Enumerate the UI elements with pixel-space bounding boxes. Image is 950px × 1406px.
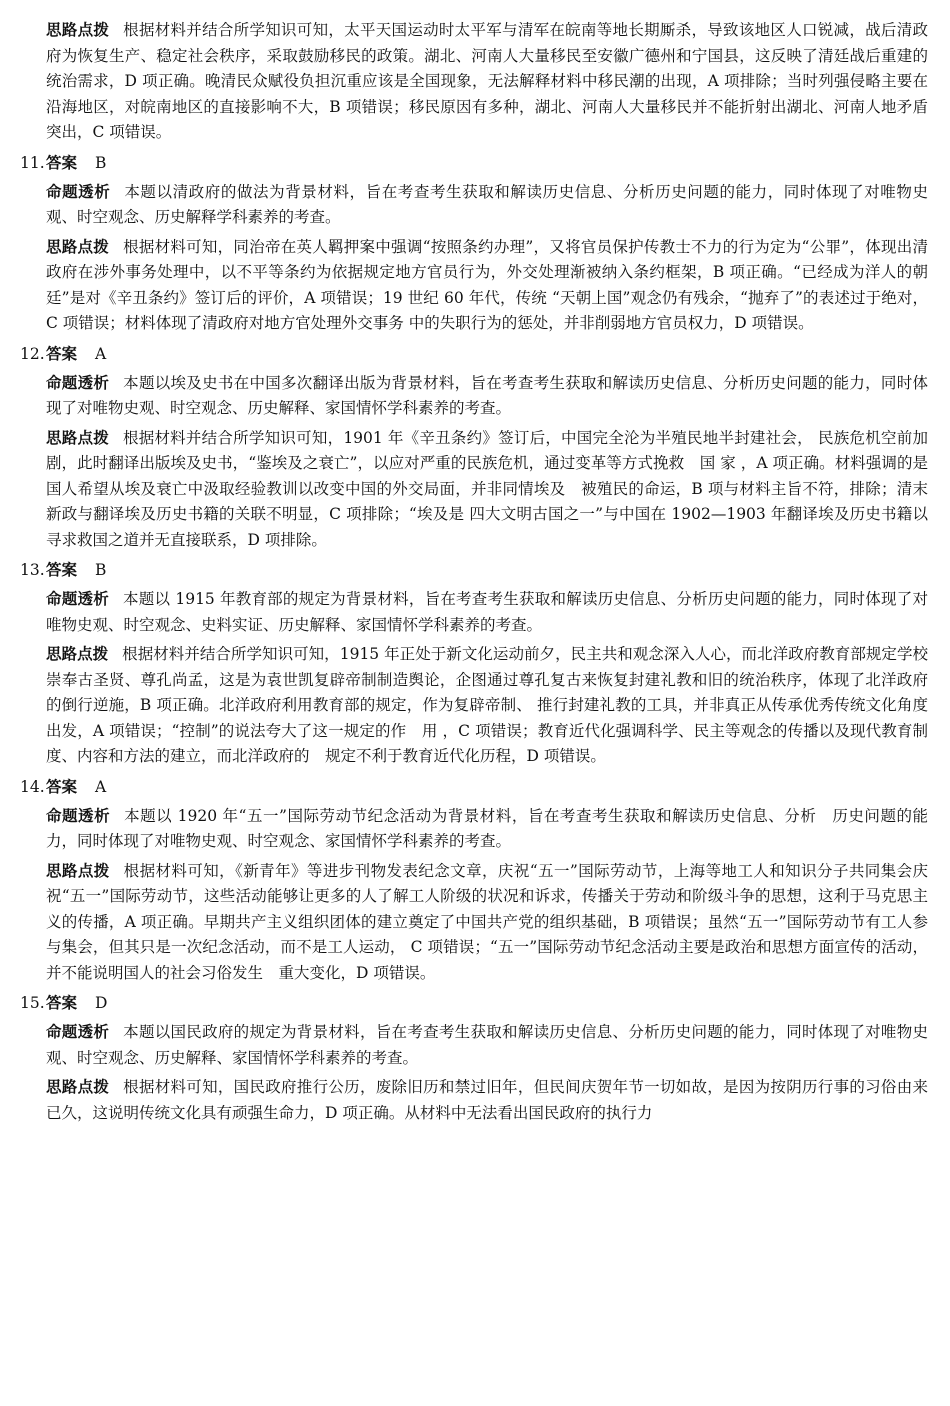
hint-text: 根据材料可知，同治帝在英人羁押案中强调“按照条约办理”，又将官员保护传教士不力的行为定为“公罪”，体现出清政府在涉外事务处理中，以不平等条约为依据规定地方官员行为，外交处理渐被纳入条约框架，B 项正确。“已经成为洋人的朝廷”是对《辛丑条约》签订后的评价，A 项错误；19 世纪 60 年代，传统 “天朝上国”观念仍有残余，“抛弃了”的表述过于绝对，C 项错误；材料体现了清政府对地方官处理外交事务 中的失职行为的惩处，并非削弱地方官员权力，D 项错误。 xyxy=(46,237,928,332)
hint-label: 思路点拨 xyxy=(46,21,110,39)
analysis-text: 本题以 1915 年教育部的规定为背景材料，旨在考查考生获取和解读历史信息、分析历史问题的能力，同时体现了对唯物史观、时空观念、史料实证、历史解释、家国情怀学科素养的考查。 xyxy=(46,590,928,634)
hint-label: 思路点拨 xyxy=(46,861,110,880)
hint-text: 根据材料并结合所学知识可知，1901 年《辛丑条约》签订后，中国完全沦为半殖民地半封建社会， 民族危机空前加剧，此时翻译出版埃及史书，“鉴埃及之衰亡”，以应对严重的民族危机，通过变革等方式挽救 国 家 ，A 项正确。材料强调的是国人希望从埃及衰亡中汲取经验教训以改变中国的外交局面，并非同情埃及 被殖民的命运，B 项与材料主旨不符，排除；清末新政与翻译埃及历史书籍的关联不明显，C 项排除；“埃及是 四大文明古国之一”与中国在 1902—1903 年翻译埃及历史书籍以寻求救国之道并无直接联系，D 项排除。 xyxy=(46,428,928,549)
item-number: 14. xyxy=(20,777,45,796)
intro-hint-paragraph xyxy=(46,18,928,146)
answer-line xyxy=(20,990,928,1016)
hint-paragraph xyxy=(46,235,928,337)
item-number: 12. xyxy=(20,344,45,363)
item-number: 11. xyxy=(20,153,45,172)
answer-value: B xyxy=(95,561,107,579)
hint-paragraph xyxy=(46,1075,928,1126)
analysis-label: 命题透析 xyxy=(46,1023,110,1041)
answer-label: 答案 xyxy=(46,344,78,363)
analysis-text: 本题以 1920 年“五一”国际劳动节纪念活动为背景材料，旨在考查考生获取和解读历史信息、分析 历史问题的能力，同时体现了对唯物史观、时空观念、家国情怀学科素养的考查。 xyxy=(46,806,928,850)
analysis-label: 命题透析 xyxy=(46,590,109,608)
answer-item-13 xyxy=(20,557,928,770)
analysis-text: 本题以国民政府的规定为背景材料，旨在考查考生获取和解读历史信息、分析历史问题的能力，同时体现了对唯物史观、时空观念、历史解释、家国情怀学科素养的考查。 xyxy=(46,1023,928,1067)
item-number: 15. xyxy=(20,994,45,1012)
hint-text: 根据材料可知，《新青年》等进步刊物发表纪念文章，庆祝“五一”国际劳动节，上海等地工人和知识分子共同集会庆祝“五一”国际劳动节，这些活动能够让更多的人了解工人阶级的状况和诉求，传播关于劳动和阶级斗争的思想，这利于马克思主义的传播，A 项正确。早期共产主义组织团体的建立奠定了中国共产党的组织基础，B 项错误；虽然“五一”国际劳动节有工人参与集会，但其只是一次纪念活动，而不是工人运动， C 项错误；“五一”国际劳动节纪念活动主要是政治和思想方面宣传的活动，并不能说明国人的社会习俗发生 重大变化，D 项错误。 xyxy=(46,861,928,982)
answer-line xyxy=(20,557,928,583)
answer-line xyxy=(20,150,928,176)
hint-text: 根据材料可知，国民政府推行公历，废除旧历和禁过旧年，但民间庆贺年节一切如故，是因为按阴历行事的习俗由来已久，这说明传统文化具有顽强生命力，D 项正确。从材料中无法看出国民政府的执行力 xyxy=(46,1078,928,1122)
analysis-paragraph xyxy=(46,804,928,855)
answer-item-12 xyxy=(20,341,928,554)
analysis-label: 命题透析 xyxy=(46,373,110,392)
answer-value: A xyxy=(95,344,107,363)
answer-label: 答案 xyxy=(46,561,78,579)
answer-item-15 xyxy=(20,990,928,1126)
analysis-text: 本题以埃及史书在中国多次翻译出版为背景材料，旨在考查考生获取和解读历史信息、分析历史问题的能力，同时体现了对唯物史观、时空观念、历史解释、家国情怀学科素养的考查。 xyxy=(46,373,928,417)
item-number: 13. xyxy=(20,561,45,579)
analysis-paragraph xyxy=(46,1020,928,1071)
analysis-text: 本题以清政府的做法为背景材料，旨在考查考生获取和解读历史信息、分析历史问题的能力，同时体现了对唯物史观、时空观念、历史解释学科素养的考查。 xyxy=(46,182,928,226)
answer-line xyxy=(20,341,928,367)
hint-label: 思路点拨 xyxy=(46,1078,110,1096)
answer-label: 答案 xyxy=(46,153,78,172)
answer-label: 答案 xyxy=(46,777,78,796)
hint-paragraph xyxy=(46,642,928,770)
answer-value: A xyxy=(95,777,107,796)
hint-paragraph xyxy=(46,859,928,987)
answer-value: D xyxy=(95,994,108,1012)
answer-item-11 xyxy=(20,150,928,337)
answer-line xyxy=(20,774,928,800)
hint-label: 思路点拨 xyxy=(46,428,109,447)
analysis-label: 命题透析 xyxy=(46,806,111,825)
analysis-label: 命题透析 xyxy=(46,182,111,201)
answer-item-14 xyxy=(20,774,928,987)
hint-paragraph xyxy=(46,426,928,554)
analysis-paragraph xyxy=(46,371,928,422)
hint-text: 根据材料并结合所学知识可知，1915 年正处于新文化运动前夕，民主共和观念深入人心，而北洋政府教育部规定学校崇奉古圣贤、尊孔尚孟，这是为袁世凯复辟帝制制造舆论，企图通过尊孔复古来恢复封建礼教和旧的统治秩序，体现了北洋政府的倒行逆施，B 项正确。北洋政府利用教育部的规定，作为复辟帝制、 推行封建礼教的工具，并非真正从传承优秀传统文化角度出发，A 项错误；“控制”的说法夸大了这一规定的作 用 ，C 项错误；教育近代化强调科学、民主等观念的传播以及现代教育制度、内容和方法的建立，而北洋政府的 规定不利于教育近代化历程，D 项错误。 xyxy=(46,645,928,765)
hint-label: 思路点拨 xyxy=(46,237,110,256)
answer-label: 答案 xyxy=(46,994,78,1012)
hint-label: 思路点拨 xyxy=(46,645,109,663)
analysis-paragraph xyxy=(46,180,928,231)
analysis-paragraph xyxy=(46,587,928,638)
intro-hint-text: 根据材料并结合所学知识可知，太平天国运动时太平军与清军在皖南等地长期厮杀，导致该地区人口锐减，战后清政府为恢复生产、稳定社会秩序，采取鼓励移民的政策。湖北、河南人大量移民至安徽广德州和宁国县，这反映了清廷战后重建的统治需求，D 项正确。晚清民众赋役负担沉重应该是全国现象，无法解释材料中移民潮的出现，A 项排除；当时列强侵略主要在沿海地区，对皖南地区的直接影响不大，B 项错误；移民原因有多种，湖北、河南人大量移民并不能折射出湖北、河南人地矛盾突出，C 项错误。 xyxy=(46,21,928,141)
answer-value: B xyxy=(95,153,107,172)
